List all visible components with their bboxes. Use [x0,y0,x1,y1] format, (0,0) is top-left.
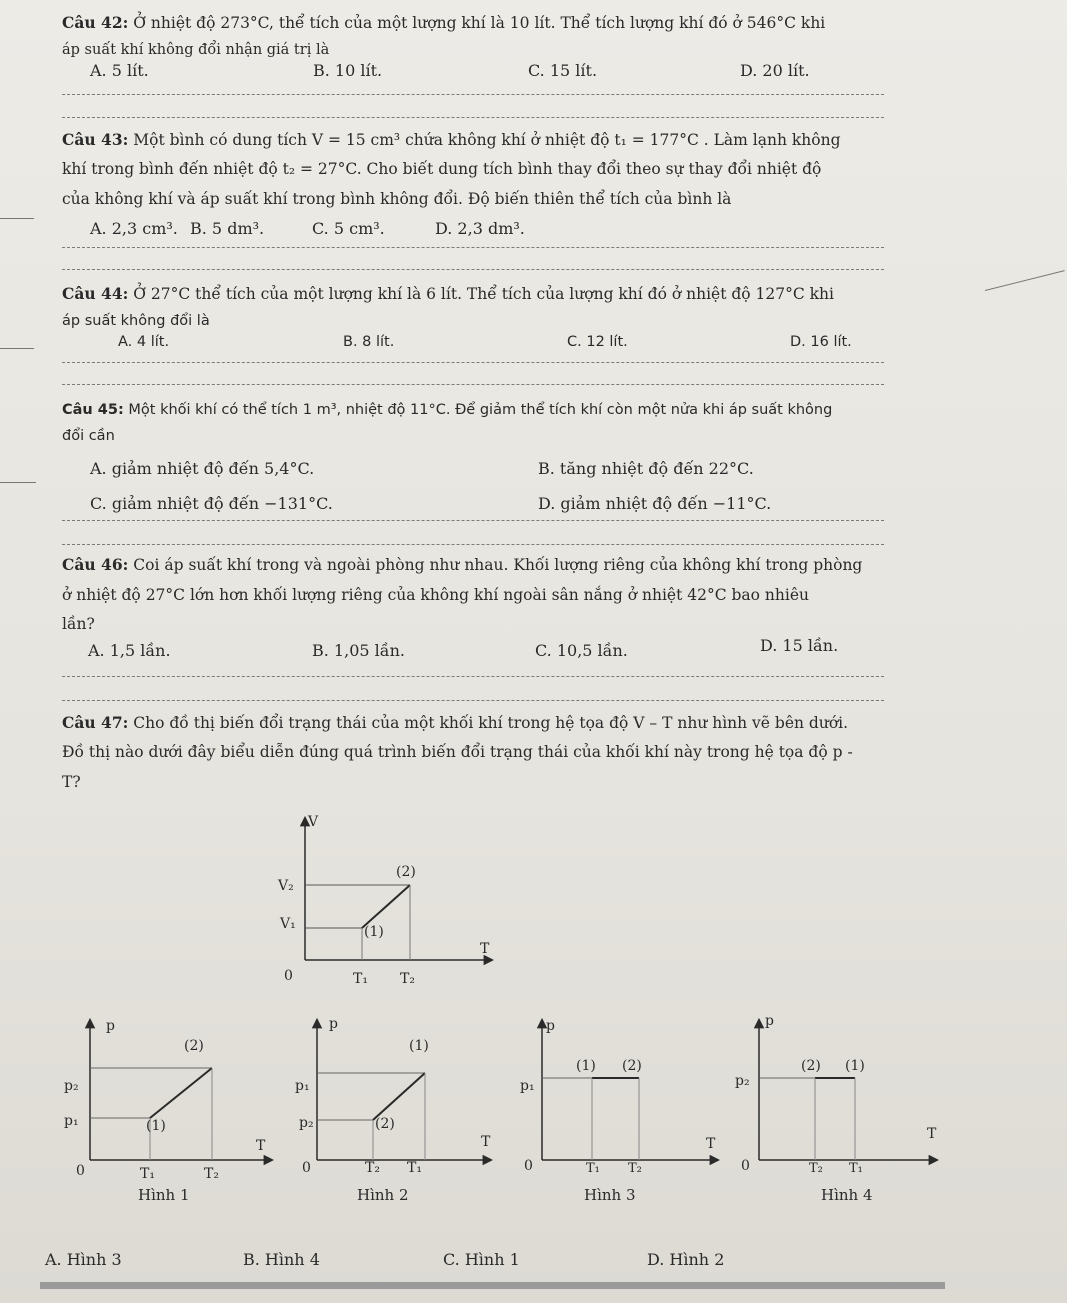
figure-caption: Hình 2 [357,1186,409,1204]
question-text: Một bình có dung tích V = 15 cm³ chứa không khí ở nhiệt độ t₁ = 177°C . Làm lạnh không [133,131,841,149]
origin-label: 0 [524,1158,533,1174]
pt-graph-hinh-4 [725,1010,945,1205]
t-left-label: T₂ [809,1161,823,1176]
question-42 [62,13,825,33]
question-text: đổi cần [62,428,115,444]
state-1-label: (1) [364,924,384,940]
t-axis-label: T [706,1136,716,1152]
p-level-label: p₂ [735,1073,750,1089]
question-text: ở nhiệt độ 27°C lớn hơn khối lượng riêng của không khí ngoài sân nắng ở nhiệt 42°C bao nhiêu [62,586,810,604]
question-label: Câu 45: [62,402,124,418]
pt-graph-hinh-1 [60,1010,280,1205]
process-line [373,1073,425,1120]
question-text: Cho đồ thị biến đổi trạng thái của một khối khí trong hệ tọa độ V – T như hình vẽ bên dưới. [133,714,849,732]
state-top-label: (1) [409,1038,429,1054]
state-bottom-label: (2) [375,1116,395,1132]
answer-line [62,269,884,270]
question-text: khí trong bình đến nhiệt độ t₂ = 27°C. Cho biết dung tích bình thay đổi theo sự thay đổi nhiệt độ [62,160,822,178]
answer-line [62,117,884,118]
option-b[interactable]: B. 1,05 lần. [312,641,405,660]
option-b[interactable]: B. 5 dm³. [190,219,265,238]
p-bottom-label: p₂ [299,1115,314,1131]
origin-label: 0 [284,968,293,984]
answer-line [62,384,884,385]
option-b[interactable]: B. tăng nhiệt độ đến 22°C. [538,459,754,478]
question-text: áp suất khí không đổi nhận giá trị là [62,42,330,58]
option-c[interactable]: C. 5 cm³. [312,219,385,238]
question-43 [62,130,841,150]
answer-line [62,544,884,545]
option-b[interactable]: B. 8 lít. [343,334,395,350]
question-label: Câu 42: [62,13,129,32]
origin-label: 0 [76,1163,85,1179]
option-d[interactable]: D. 15 lần. [760,636,839,655]
option-b[interactable]: B. Hình 4 [243,1250,320,1269]
question-label: Câu 46: [62,555,129,574]
margin-line [0,348,34,349]
option-d[interactable]: D. giảm nhiệt độ đến −11°C. [538,494,772,513]
vt-graph [270,808,510,998]
state-left-label: (1) [576,1058,596,1074]
state-left-label: (2) [801,1058,821,1074]
option-c[interactable]: C. Hình 1 [443,1250,520,1269]
t-axis-label: T [480,941,490,957]
question-46 [62,555,862,575]
process-line [362,885,410,928]
t-axis-label: T [256,1138,266,1154]
option-c[interactable]: C. giảm nhiệt độ đến −131°C. [90,494,333,513]
state-right-label: (1) [845,1058,865,1074]
t-axis-label: T [927,1126,937,1142]
figure-caption: Hình 4 [821,1186,873,1204]
margin-line [985,270,1065,291]
option-c[interactable]: C. 15 lít. [528,61,598,80]
p-axis-label: p [765,1013,774,1029]
t-left-label: T₁ [140,1166,155,1182]
question-text: áp suất không đổi là [62,313,210,329]
answer-line [62,700,884,701]
option-d[interactable]: D. Hình 2 [647,1250,725,1269]
v-axis-label: V [308,814,319,830]
p-level-label: p₁ [520,1078,535,1094]
t-axis-label: T [481,1134,491,1150]
p-axis-label: p [106,1018,115,1034]
question-text: Coi áp suất khí trong và ngoài phòng như nhau. Khối lượng riêng của không khí trong phòng [133,556,863,574]
figure-caption: Hình 3 [584,1186,636,1204]
option-a[interactable]: A. 1,5 lần. [88,641,171,660]
question-44 [62,284,834,304]
bottom-rule [40,1282,945,1289]
p-top-label: p₂ [64,1078,79,1094]
t1-label: T₁ [353,971,368,987]
option-a[interactable]: A. Hình 3 [45,1250,122,1269]
p-top-label: p₁ [295,1078,310,1094]
figure-caption: Hình 1 [138,1186,190,1204]
question-text: Đồ thị nào dưới đây biểu diễn đúng quá trình biến đổi trạng thái của khối khí này trong hệ tọa độ p - [62,743,853,761]
question-text: Ở nhiệt độ 273°C, thể tích của một lượng khí là 10 lít. Thể tích lượng khí đó ở 546°C khi [133,14,826,32]
option-a[interactable]: A. 5 lít. [90,61,149,80]
question-45 [62,400,832,420]
t-left-label: T₂ [365,1160,380,1176]
p-bottom-label: p₁ [64,1113,79,1129]
margin-line [0,482,36,483]
question-label: Câu 47: [62,713,129,732]
state-bottom-label: (1) [146,1118,166,1134]
option-d[interactable]: D. 20 lít. [740,61,810,80]
t-right-label: T₁ [849,1161,863,1176]
t-right-label: T₂ [204,1166,219,1182]
t2-label: T₂ [400,971,415,987]
option-a[interactable]: A. giảm nhiệt độ đến 5,4°C. [90,459,315,478]
state-2-label: (2) [396,864,416,880]
answer-line [62,247,884,248]
margin-line [0,218,34,219]
question-label: Câu 44: [62,284,129,303]
question-47 [62,713,848,733]
t-right-label: T₁ [407,1160,422,1176]
answer-line [62,94,884,95]
answer-line [62,362,884,363]
question-label: Câu 43: [62,130,129,149]
pt-graph-hinh-2 [277,1010,497,1205]
p-axis-label: p [546,1018,555,1034]
option-a[interactable]: A. 2,3 cm³. [90,219,178,238]
origin-label: 0 [741,1158,750,1174]
v2-label: V₂ [278,878,294,894]
t-right-label: T₂ [628,1161,642,1176]
pt-graph-hinh-3 [512,1010,727,1205]
option-d[interactable]: D. 16 lít. [790,334,852,350]
v1-label: V₁ [280,916,296,932]
option-c[interactable]: C. 10,5 lần. [535,641,628,660]
p-axis-label: p [329,1016,338,1032]
answer-line [62,520,884,521]
state-top-label: (2) [184,1038,204,1054]
option-b[interactable]: B. 10 lít. [313,61,383,80]
question-text: T? [62,773,81,791]
process-line [150,1068,212,1118]
origin-label: 0 [302,1160,311,1176]
option-d[interactable]: D. 2,3 dm³. [435,219,525,238]
option-c[interactable]: C. 12 lít. [567,334,628,350]
t-left-label: T₁ [586,1161,600,1176]
option-a[interactable]: A. 4 lít. [118,334,170,350]
question-text: Ở 27°C thể tích của một lượng khí là 6 lít. Thể tích của lượng khí đó ở nhiệt độ 127°C khi [133,285,834,303]
state-right-label: (2) [622,1058,642,1074]
question-text: của không khí và áp suất khí trong bình không đổi. Độ biến thiên thể tích của bình là [62,190,732,208]
question-text: lần? [62,615,95,633]
answer-line [62,676,884,677]
question-text: Một khối khí có thể tích 1 m³, nhiệt độ 11°C. Để giảm thể tích khí còn một nửa khi áp suất không [128,402,833,418]
